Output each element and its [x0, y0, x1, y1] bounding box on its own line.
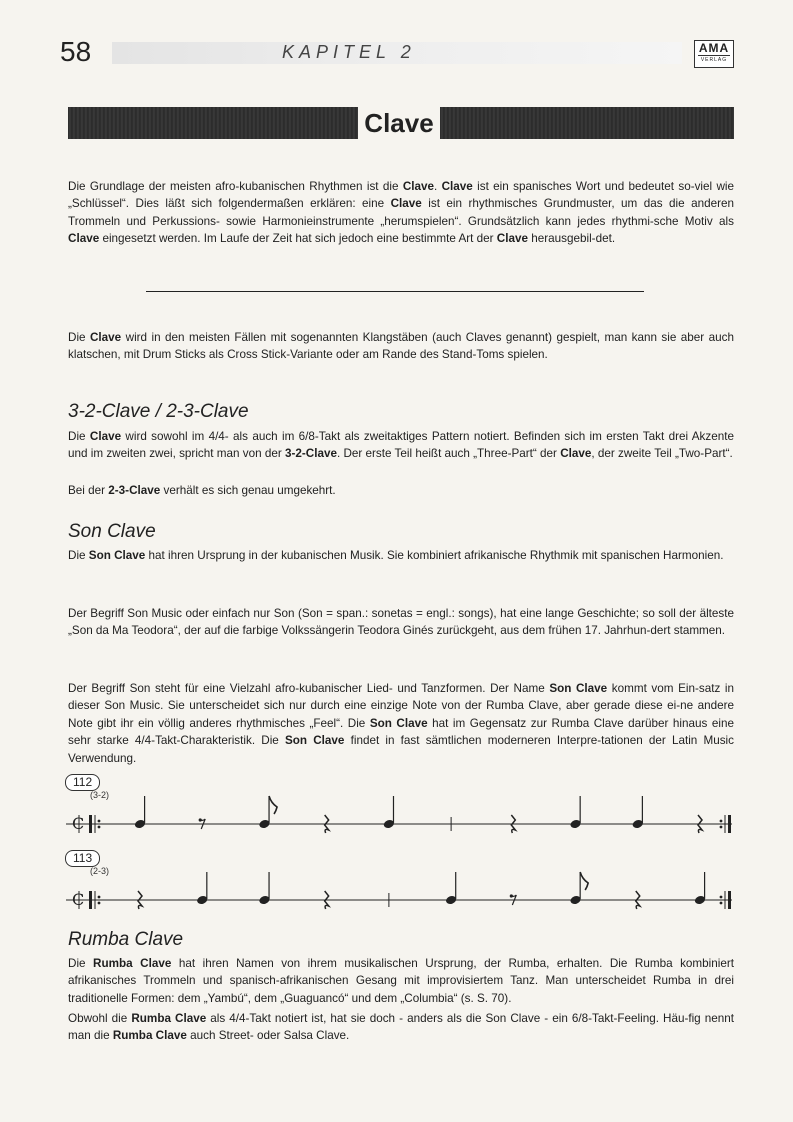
bold-term: Clave — [560, 447, 592, 461]
text-run: als 4/4-Takt notiert ist, hat sie doch - anders als die Son Clave - ein 6/8-Takt-Feeling. Häu-fig nennt man die — [68, 1012, 734, 1043]
text-run: Bei der — [68, 484, 109, 497]
text-run: wird in den meisten Fällen mit sogenannten Klangstäben (auch Claves genannt) gespielt, man kann sie aber auch klatschen, mit Drum Sticks als Cross Stick-Variante oder am Rande des Stand-Toms spielen. — [68, 331, 734, 362]
heading-son-clave: Son Clave — [68, 521, 156, 542]
page-title: Clave — [364, 107, 434, 138]
text-run: Obwohl die — [68, 1012, 132, 1025]
bold-term: Rumba Clave — [131, 1012, 207, 1025]
repeat-dot — [98, 826, 101, 829]
bold-term: Clave — [402, 180, 435, 193]
text-run: ist ein rhythmisches Grundmuster, um das die anderen Trommeln und Perkussions- sowie Harmonieinstrumente „herumspielen“. Grundsätzlich kann jedes rhythmi-sche Motiv als — [68, 197, 735, 228]
clave-paragraph-1 — [68, 428, 734, 463]
bold-term: Clave — [89, 331, 122, 344]
bold-term: Clave — [68, 232, 100, 246]
bold-term: Clave — [89, 430, 122, 443]
common-time-symbol: C — [72, 814, 85, 833]
text-run: Die Grundlage der meisten afro-kubanischen Rhythmen ist die — [68, 180, 403, 193]
repeat-dot — [720, 826, 723, 829]
bold-term: Clave — [441, 180, 473, 193]
text-run: Die — [68, 957, 94, 970]
page-number: 58 — [60, 36, 92, 67]
repeat-dot — [98, 902, 101, 905]
bold-term: Rumba Clave — [112, 1029, 187, 1043]
notation-example-112 — [60, 774, 740, 838]
text-run: verhält es sich genau umgekehrt. — [160, 484, 336, 497]
bold-term: Son Clave — [284, 734, 345, 748]
repeat-thick-bar — [728, 815, 731, 833]
bold-term: 3-2-Clave — [284, 447, 337, 461]
rhythm-staff-112 — [60, 774, 740, 838]
son-paragraph-3 — [68, 680, 734, 767]
text-run: Der Begriff Son steht für eine Vielzahl afro-kubanischer Lied- und Tanzformen. Der Name — [68, 682, 550, 695]
example-variant-label: (3-2) — [90, 790, 110, 800]
bold-term: Son Clave — [88, 549, 146, 562]
repeat-thick-bar — [728, 891, 731, 909]
text-run: hat ihren Namen von ihrem musikalischen Ursprung, der Rumba, erhalten. Die Rumba kombiniert afrikanisches Trommeln und spanisch-afrikanischen Gesang mit improvisiertem Tanz. Man unterscheidet Rumba in drei traditionelle Formen: dem „Yambú“, dem „Guaguancó“ und dem „Columbia“ (s. S. 70). — [68, 957, 734, 1005]
repeat-thick-bar — [89, 891, 92, 909]
heading-3-2-clave: 3-2-Clave / 2-3-Clave — [68, 401, 249, 422]
text-run: wird sowohl im 4/4- als auch im 6/8-Takt als zweitaktiges Pattern notiert. Befinden sich im ersten Takt drei Akzente und im zweiten zwei, spricht man von der — [68, 430, 734, 461]
text-run: , der zweite Teil „Two-Part“. — [591, 447, 733, 461]
text-run: Die — [68, 549, 89, 562]
text-run: ist ein spanisches Wort und bedeutet so-viel wie „Schlüssel“. Dies läßt sich folgendermaßen erklären: eine — [68, 180, 735, 211]
intro-paragraph-2 — [68, 329, 734, 364]
example-number-badge: 112 — [65, 774, 100, 791]
repeat-dot — [720, 820, 723, 823]
text-run: . — [434, 180, 442, 193]
eighth-note-flag — [580, 872, 588, 890]
bold-term: Clave — [390, 197, 422, 211]
clave-paragraph-2 — [68, 482, 734, 499]
page-header — [0, 34, 793, 74]
heading-rumba-clave: Rumba Clave — [68, 929, 184, 950]
example-variant-label: (2-3) — [90, 866, 110, 876]
text-run: Der Begriff Son Music oder einfach nur Son (Son = span.: sonetas = engl.: songs), hat eine lange Geschichte; so soll der älteste „Son da Ma Teodora“, der auf die farbige Volkssängerin Teodora Ginés zurückgeht, aus dem frühen 17. Jahrhun-dert stammen. — [68, 607, 734, 638]
text-run: Die — [68, 331, 90, 344]
example-number-badge: 113 — [65, 850, 100, 867]
text-run: hat ihren Ursprung in der kubanischen Musik. Sie kombiniert afrikanische Rhythmik mit spanischen Harmonien. — [145, 549, 724, 562]
text-run: eingesetzt werden. Im Laufe der Zeit hat sich jedoch eine bestimmte Art der — [99, 232, 497, 246]
repeat-dot — [98, 896, 101, 899]
repeat-dot — [720, 896, 723, 899]
text-run: . Der erste Teil heißt auch „Three-Part“ der — [336, 447, 561, 461]
rumba-paragraph-1 — [68, 955, 734, 1007]
common-time-symbol: C — [72, 890, 85, 909]
notation-example-113 — [60, 850, 740, 914]
text-run: auch Street- oder Salsa Clave. — [186, 1029, 350, 1043]
rumba-paragraph-2 — [68, 1010, 734, 1045]
repeat-thick-bar — [89, 815, 92, 833]
logo-main-text: AMA — [698, 41, 730, 55]
eighth-note-flag — [269, 796, 277, 814]
bold-term: Rumba Clave — [93, 957, 172, 970]
title-box — [358, 103, 440, 143]
intro-paragraph-1 — [68, 178, 734, 248]
repeat-dot — [720, 902, 723, 905]
text-run: hat im Gegensatz zur Rumba Clave darüber hinaus eine sehr starke 4/4-Takt-Charakteristik. Die — [68, 716, 734, 748]
rhythm-staff-113 — [60, 850, 740, 914]
bold-term: Clave — [496, 232, 528, 246]
chapter-title: KAPITEL 2 — [282, 42, 416, 62]
bold-term: 2-3-Clave — [108, 484, 161, 497]
logo-sub-text: VERLAG — [698, 55, 730, 64]
publisher-logo — [694, 40, 734, 68]
text-run: kommt vom Ein-satz in dieser Son Music. Sie unterscheidet sich nur durch eine einzige Note von der Rumba Clave, aber gerade diese ei-ne andere Note gibt ihr ein völlig anderes rhythmisches „Feel“. Die — [68, 682, 734, 730]
repeat-dot — [98, 820, 101, 823]
bold-term: Son Clave — [549, 682, 608, 695]
divider-line — [146, 291, 644, 292]
bold-term: Son Clave — [369, 716, 428, 730]
text-run: findet in fast sämtlichen moderneren Interpre-tationen der Latin Music Verwendung. — [68, 734, 734, 765]
son-paragraph-2 — [68, 605, 734, 640]
text-run: Die — [68, 430, 90, 443]
son-paragraph-1 — [68, 547, 734, 564]
text-run: herausgebil-det. — [528, 232, 616, 246]
